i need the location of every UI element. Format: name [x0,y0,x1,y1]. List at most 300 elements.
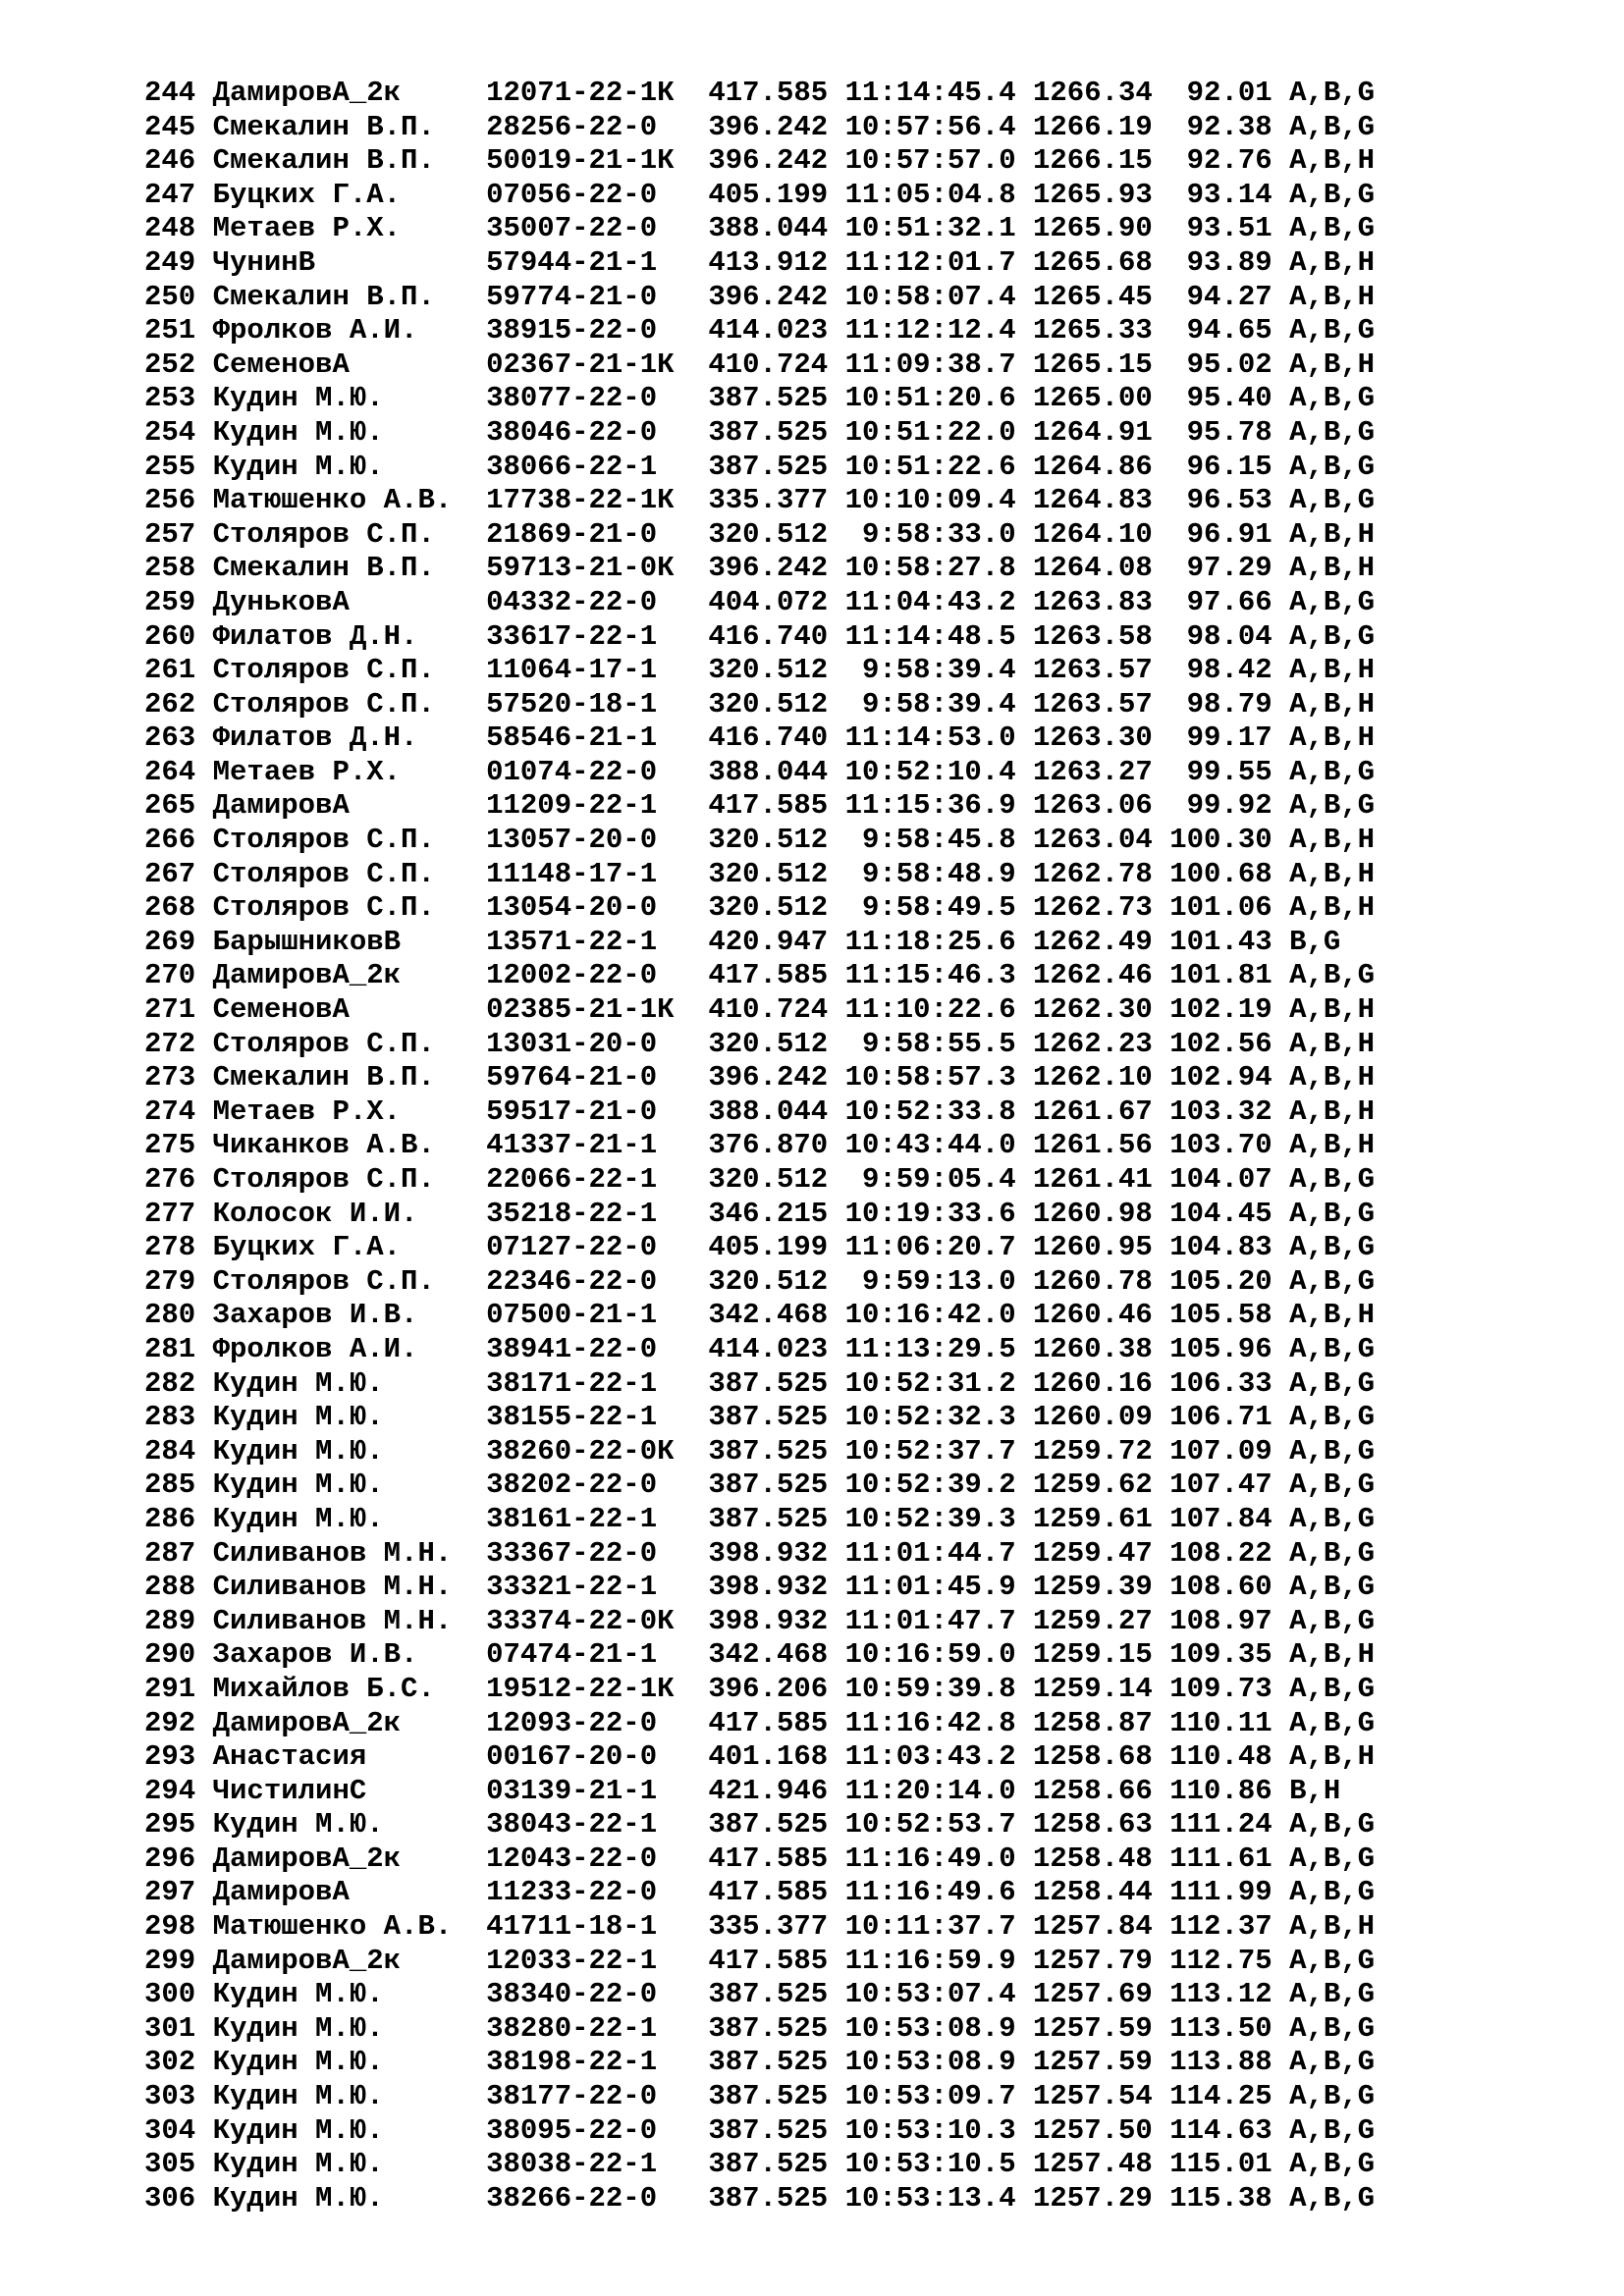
pilot-name: Столяров С.П. [212,1027,487,1060]
flags: A,B,H [1289,552,1376,585]
arrival-time: 11:04:43.2 [844,585,1033,618]
coefficient: 105.96 [1169,1332,1290,1365]
table-row [144,348,1375,383]
speed: 1260.46 [1033,1299,1170,1332]
coefficient: 99.92 [1169,789,1290,823]
distance: 387.525 [708,450,845,483]
row-number: 266 [144,824,213,857]
row-number: 247 [144,178,213,211]
table-row [144,824,1375,858]
distance: 320.512 [708,1163,845,1196]
speed: 1260.98 [1033,1197,1170,1230]
arrival-time: 10:52:39.2 [844,1468,1033,1502]
row-number: 244 [144,77,213,109]
flags: A,B,G [1289,2148,1376,2181]
flags: A,B,G [1289,415,1376,449]
table-row [144,1707,1375,1741]
row-number: 245 [144,110,213,143]
table-row [144,1095,1375,1130]
table-row [144,721,1375,756]
coefficient: 96.91 [1169,517,1290,551]
table-row [144,1367,1375,1402]
coefficient: 97.66 [1169,585,1290,618]
ring-id: 01074-22-0 [486,755,709,788]
speed: 1265.15 [1033,347,1170,381]
speed: 1258.44 [1033,1876,1170,1909]
distance: 387.525 [708,1366,845,1400]
distance: 396.242 [708,144,845,178]
row-number: 279 [144,1264,213,1298]
table-row [144,2012,1375,2047]
table-row [144,1740,1375,1775]
speed: 1259.62 [1033,1468,1170,1502]
arrival-time: 10:58:27.8 [844,552,1033,585]
ring-id: 58546-21-1 [486,721,709,755]
pilot-name: Кудин М.Ю. [212,1434,487,1468]
row-number: 268 [144,891,213,925]
arrival-time: 9:59:05.4 [844,1163,1033,1196]
speed: 1265.00 [1033,382,1170,415]
coefficient: 95.02 [1169,347,1290,381]
distance: 398.932 [708,1536,845,1570]
flags: A,B,G [1289,1366,1376,1400]
pilot-name: Кудин М.Ю. [212,2011,487,2045]
pilot-name: Кудин М.Ю. [212,2113,487,2147]
speed: 1257.50 [1033,2113,1170,2147]
row-number: 277 [144,1197,213,1230]
arrival-time: 10:52:31.2 [844,1366,1033,1400]
pilot-name: Михайлов Б.С. [212,1672,487,1705]
arrival-time: 10:16:42.0 [844,1299,1033,1332]
ring-id: 50019-21-1К [486,144,709,178]
pilot-name: Кудин М.Ю. [212,382,487,415]
distance: 387.525 [708,2113,845,2147]
speed: 1259.27 [1033,1604,1170,1637]
flags: A,B,G [1289,1264,1376,1298]
arrival-time: 10:43:44.0 [844,1129,1033,1162]
flags: A,B,G [1289,789,1376,823]
speed: 1265.93 [1033,178,1170,211]
arrival-time: 10:51:22.6 [844,450,1033,483]
flags: A,B,G [1289,1571,1376,1604]
flags: A,B,G [1289,1842,1376,1875]
distance: 405.199 [708,1231,845,1264]
pilot-name: Кудин М.Ю. [212,2148,487,2181]
table-row [144,484,1375,518]
row-number: 305 [144,2148,213,2181]
row-number: 301 [144,2011,213,2045]
coefficient: 108.60 [1169,1571,1290,1604]
row-number: 296 [144,1842,213,1875]
coefficient: 104.45 [1169,1197,1290,1230]
speed: 1259.47 [1033,1536,1170,1570]
arrival-time: 10:52:53.7 [844,1808,1033,1842]
ring-id: 35218-22-1 [486,1197,709,1230]
row-number: 272 [144,1027,213,1060]
flags: A,B,G [1289,110,1376,143]
row-number: 246 [144,144,213,178]
arrival-time: 9:58:45.8 [844,824,1033,857]
distance: 320.512 [708,1027,845,1060]
speed: 1262.78 [1033,857,1170,890]
row-number: 298 [144,1910,213,1944]
distance: 387.525 [708,1978,845,2011]
pilot-name: Столяров С.П. [212,891,487,925]
row-number: 289 [144,1604,213,1637]
row-number: 260 [144,619,213,653]
arrival-time: 10:52:10.4 [844,755,1033,788]
speed: 1259.15 [1033,1638,1170,1672]
distance: 417.585 [708,1706,845,1739]
pilot-name: Силиванов М.Н. [212,1536,487,1570]
flags: B,G [1289,925,1341,958]
table-row [144,144,1375,179]
row-number: 291 [144,1672,213,1705]
row-number: 304 [144,2113,213,2147]
pilot-name: Столяров С.П. [212,824,487,857]
coefficient: 102.94 [1169,1061,1290,1095]
distance: 396.206 [708,1672,845,1705]
distance: 401.168 [708,1740,845,1774]
table-row [144,1842,1375,1877]
row-number: 306 [144,2181,213,2215]
distance: 335.377 [708,1910,845,1944]
distance: 417.585 [708,789,845,823]
table-row [144,111,1375,145]
pilot-name: Кудин М.Ю. [212,2181,487,2215]
speed: 1264.83 [1033,484,1170,517]
ring-id: 00167-20-0 [486,1740,709,1774]
arrival-time: 11:12:12.4 [844,314,1033,347]
distance: 396.242 [708,552,845,585]
speed: 1259.72 [1033,1434,1170,1468]
arrival-time: 10:11:37.7 [844,1910,1033,1944]
arrival-time: 10:52:39.3 [844,1502,1033,1535]
distance: 320.512 [708,517,845,551]
row-number: 278 [144,1231,213,1264]
arrival-time: 9:58:48.9 [844,857,1033,890]
arrival-time: 11:01:47.7 [844,1604,1033,1637]
row-number: 288 [144,1571,213,1604]
pilot-name: Чиканков А.В. [212,1129,487,1162]
distance: 421.946 [708,1774,845,1807]
coefficient: 95.78 [1169,415,1290,449]
pilot-name: ЧистилинС [212,1774,487,1807]
coefficient: 112.75 [1169,1944,1290,1977]
flags: A,B,G [1289,1808,1376,1842]
flags: A,B,G [1289,1604,1376,1637]
coefficient: 110.11 [1169,1706,1290,1739]
speed: 1262.73 [1033,891,1170,925]
arrival-time: 10:51:32.1 [844,212,1033,245]
ring-id: 13571-22-1 [486,925,709,958]
pilot-name: Кудин М.Ю. [212,2046,487,2079]
distance: 417.585 [708,959,845,992]
flags: A,B,G [1289,1468,1376,1502]
flags: A,B,H [1289,144,1376,178]
pilot-name: ДуньковА [212,585,487,618]
pilot-name: Метаев Р.Х. [212,1095,487,1128]
table-row [144,1808,1375,1842]
row-number: 290 [144,1638,213,1672]
arrival-time: 10:59:39.8 [844,1672,1033,1705]
distance: 420.947 [708,925,845,958]
ring-id: 38038-22-1 [486,2148,709,2181]
arrival-time: 11:10:22.6 [844,993,1033,1027]
arrival-time: 9:58:33.0 [844,517,1033,551]
coefficient: 113.12 [1169,1978,1290,2011]
table-row [144,789,1375,824]
row-number: 261 [144,654,213,687]
distance: 396.242 [708,280,845,313]
coefficient: 92.38 [1169,110,1290,143]
arrival-time: 10:57:56.4 [844,110,1033,143]
row-number: 264 [144,755,213,788]
distance: 417.585 [708,1842,845,1875]
pilot-name: СеменовА [212,993,487,1027]
table-row [144,926,1375,960]
flags: A,B,G [1289,1536,1376,1570]
table-row [144,1673,1375,1707]
flags: A,B,G [1289,755,1376,788]
row-number: 251 [144,314,213,347]
coefficient: 92.01 [1169,77,1290,109]
pilot-name: Кудин М.Ю. [212,1502,487,1535]
flags: A,B,H [1289,1299,1376,1332]
row-number: 269 [144,925,213,958]
speed: 1257.84 [1033,1910,1170,1944]
distance: 346.215 [708,1197,845,1230]
speed: 1257.54 [1033,2080,1170,2113]
row-number: 303 [144,2080,213,2113]
flags: A,B,G [1289,2181,1376,2215]
speed: 1260.78 [1033,1264,1170,1298]
flags: A,B,G [1289,2113,1376,2147]
flags: A,B,G [1289,1332,1376,1365]
ring-id: 13057-20-0 [486,824,709,857]
table-row [144,1333,1375,1367]
table-row [144,1435,1375,1469]
row-number: 258 [144,552,213,585]
ring-id: 33367-22-0 [486,1536,709,1570]
pilot-name: Кудин М.Ю. [212,415,487,449]
flags: A,B,H [1289,1129,1376,1162]
flags: A,B,G [1289,2011,1376,2045]
coefficient: 111.61 [1169,1842,1290,1875]
pilot-name: Фролков А.И. [212,1332,487,1365]
flags: A,B,H [1289,245,1376,279]
table-row [144,212,1375,246]
row-number: 248 [144,212,213,245]
arrival-time: 10:58:57.3 [844,1061,1033,1095]
speed: 1265.68 [1033,245,1170,279]
flags: A,B,H [1289,993,1376,1027]
coefficient: 92.76 [1169,144,1290,178]
table-row [144,1945,1375,1979]
distance: 388.044 [708,1095,845,1128]
arrival-time: 11:14:45.4 [844,77,1033,109]
speed: 1260.38 [1033,1332,1170,1365]
speed: 1257.29 [1033,2181,1170,2215]
row-number: 283 [144,1401,213,1434]
table-row [144,2148,1375,2182]
arrival-time: 11:14:53.0 [844,721,1033,755]
pilot-name: Матюшенко А.В. [212,484,487,517]
arrival-time: 10:53:13.4 [844,2181,1033,2215]
distance: 416.740 [708,721,845,755]
speed: 1259.39 [1033,1571,1170,1604]
table-row [144,451,1375,485]
arrival-time: 9:58:55.5 [844,1027,1033,1060]
distance: 320.512 [708,654,845,687]
flags: A,B,G [1289,1502,1376,1535]
distance: 387.525 [708,1468,845,1502]
speed: 1258.63 [1033,1808,1170,1842]
speed: 1265.45 [1033,280,1170,313]
pilot-name: Филатов Д.Н. [212,721,487,755]
coefficient: 114.63 [1169,2113,1290,2147]
arrival-time: 11:03:43.2 [844,1740,1033,1774]
flags: A,B,H [1289,347,1376,381]
distance: 410.724 [708,347,845,381]
pilot-name: Захаров И.В. [212,1638,487,1672]
pilot-name: ДамировА_2к [212,1944,487,1977]
speed: 1263.83 [1033,585,1170,618]
coefficient: 109.35 [1169,1638,1290,1672]
row-number: 295 [144,1808,213,1842]
coefficient: 94.27 [1169,280,1290,313]
table-row [144,1129,1375,1163]
coefficient: 108.22 [1169,1536,1290,1570]
pilot-name: Столяров С.П. [212,1264,487,1298]
row-number: 254 [144,415,213,449]
coefficient: 94.65 [1169,314,1290,347]
distance: 320.512 [708,687,845,721]
distance: 320.512 [708,824,845,857]
flags: A,B,H [1289,857,1376,890]
flags: A,B,H [1289,517,1376,551]
flags: A,B,H [1289,687,1376,721]
table-row [144,1028,1375,1062]
table-row [144,993,1375,1028]
ring-id: 07056-22-0 [486,178,709,211]
arrival-time: 11:05:04.8 [844,178,1033,211]
arrival-time: 10:10:09.4 [844,484,1033,517]
flags: A,B,H [1289,280,1376,313]
ring-id: 11148-17-1 [486,857,709,890]
flags: A,B,G [1289,1706,1376,1739]
table-row [144,891,1375,926]
ring-id: 03139-21-1 [486,1774,709,1807]
coefficient: 107.84 [1169,1502,1290,1535]
row-number: 293 [144,1740,213,1774]
flags: A,B,H [1289,824,1376,857]
ring-id: 38280-22-1 [486,2011,709,2045]
flags: A,B,G [1289,2046,1376,2079]
speed: 1265.33 [1033,314,1170,347]
flags: A,B,G [1289,585,1376,618]
pilot-name: Кудин М.Ю. [212,1366,487,1400]
coefficient: 100.30 [1169,824,1290,857]
ring-id: 59764-21-0 [486,1061,709,1095]
speed: 1259.14 [1033,1672,1170,1705]
flags: A,B,G [1289,1163,1376,1196]
distance: 410.724 [708,993,845,1027]
coefficient: 113.50 [1169,2011,1290,2045]
table-row [144,1571,1375,1605]
speed: 1257.59 [1033,2011,1170,2045]
table-row [144,2114,1375,2149]
coefficient: 93.51 [1169,212,1290,245]
pilot-name: Кудин М.Ю. [212,1978,487,2011]
table-row [144,77,1375,111]
speed: 1260.16 [1033,1366,1170,1400]
ring-id: 12002-22-0 [486,959,709,992]
table-row [144,246,1375,281]
pilot-name: Матюшенко А.В. [212,1910,487,1944]
speed: 1264.91 [1033,415,1170,449]
table-row [144,1061,1375,1095]
arrival-time: 9:58:49.5 [844,891,1033,925]
coefficient: 114.25 [1169,2080,1290,2113]
flags: A,B,G [1289,1944,1376,1977]
ring-id: 38340-22-0 [486,1978,709,2011]
arrival-time: 9:59:13.0 [844,1264,1033,1298]
arrival-time: 11:06:20.7 [844,1231,1033,1264]
arrival-time: 10:51:20.6 [844,382,1033,415]
ring-id: 11233-22-0 [486,1876,709,1909]
distance: 320.512 [708,857,845,890]
row-number: 257 [144,517,213,551]
pilot-name: Кудин М.Ю. [212,1808,487,1842]
flags: A,B,G [1289,2080,1376,2113]
table-row [144,179,1375,213]
table-row [144,2182,1375,2216]
arrival-time: 11:20:14.0 [844,1774,1033,1807]
speed: 1259.61 [1033,1502,1170,1535]
speed: 1262.23 [1033,1027,1170,1060]
coefficient: 97.29 [1169,552,1290,585]
coefficient: 104.83 [1169,1231,1290,1264]
flags: A,B,G [1289,1197,1376,1230]
table-row [144,416,1375,451]
row-number: 253 [144,382,213,415]
speed: 1260.95 [1033,1231,1170,1264]
flags: A,B,G [1289,314,1376,347]
ring-id: 38171-22-1 [486,1366,709,1400]
coefficient: 103.70 [1169,1129,1290,1162]
flags: A,B,G [1289,1401,1376,1434]
distance: 414.023 [708,314,845,347]
distance: 376.870 [708,1129,845,1162]
pilot-name: Смекалин В.П. [212,110,487,143]
flags: A,B,H [1289,1095,1376,1128]
speed: 1266.15 [1033,144,1170,178]
pilot-name: ДамировА [212,789,487,823]
pilot-name: Метаев Р.Х. [212,212,487,245]
ring-id: 22346-22-0 [486,1264,709,1298]
distance: 388.044 [708,212,845,245]
table-row [144,1537,1375,1572]
table-row [144,1299,1375,1333]
coefficient: 102.19 [1169,993,1290,1027]
ring-id: 12033-22-1 [486,1944,709,1977]
arrival-time: 11:15:46.3 [844,959,1033,992]
flags: A,B,G [1289,1876,1376,1909]
ring-id: 38177-22-0 [486,2080,709,2113]
table-row [144,959,1375,993]
table-row [144,1978,1375,2012]
